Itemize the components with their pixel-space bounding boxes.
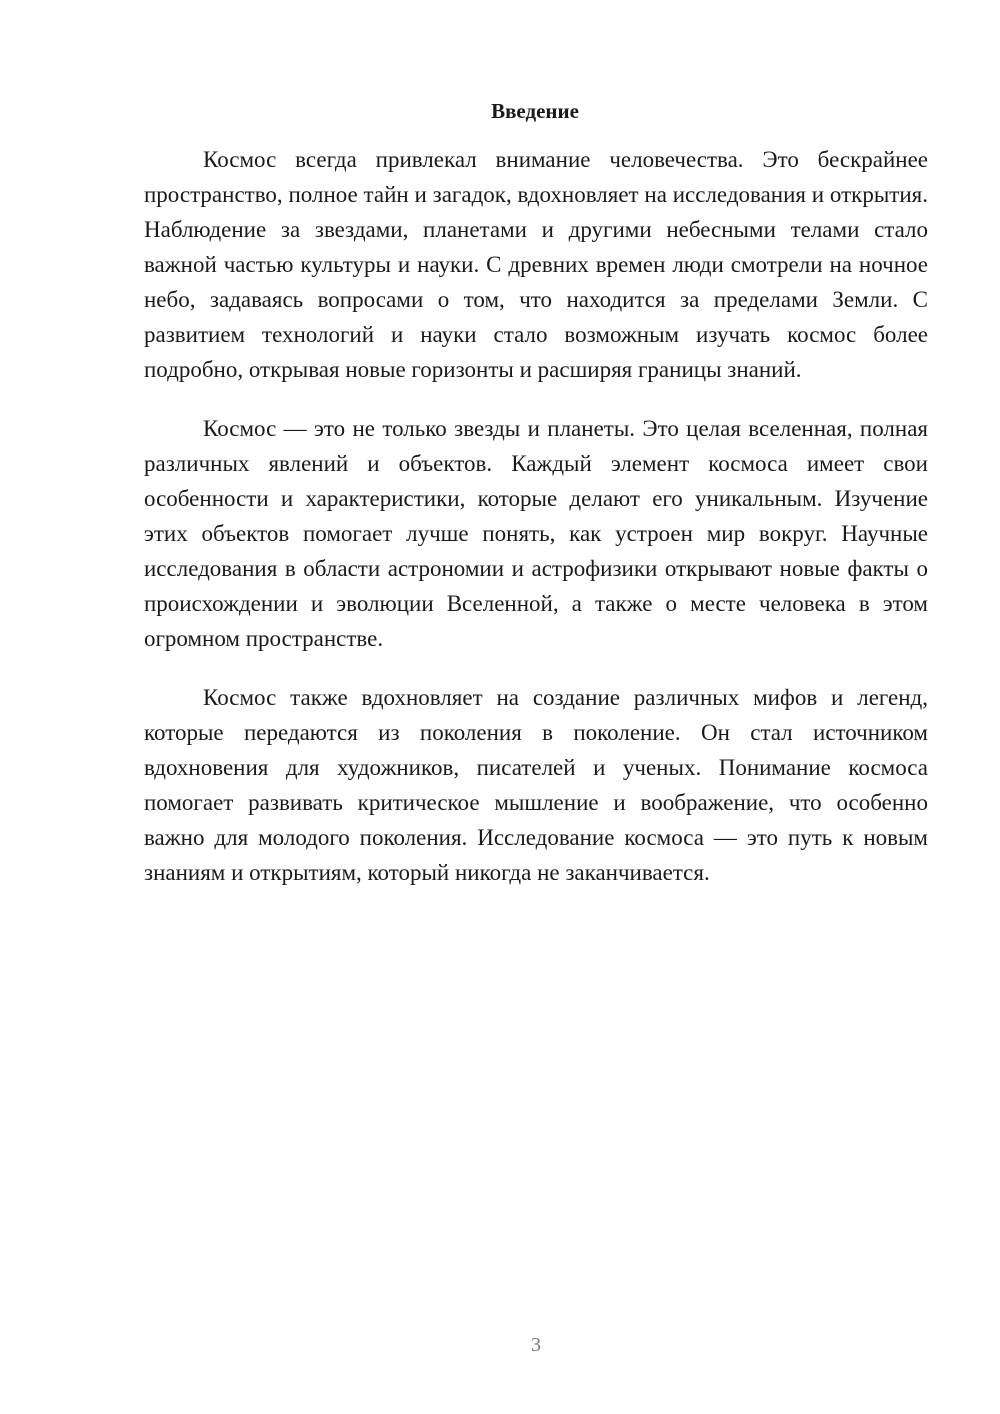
document-body <box>144 142 928 914</box>
paragraph-2: Космос — это не только звезды и планеты. Это целая вселенная, полная различных явлений и объектов. Каждый элемент космоса имеет свои особенности и характеристики, которые делают его уникальным. Изучение этих объектов помогает лучше понять, как устроен мир вокруг. Научные исследования в области астрономии и астрофизики открывают новые факты о происхождении и эволюции Вселенной, а также о месте человека в этом огромном пространстве. <box>144 416 928 651</box>
document-title: Введение <box>491 99 579 123</box>
paragraph-1: Космос всегда привлекал внимание человечества. Это бескрайнее пространство, полное тайн и загадок, вдохновляет на исследования и открытия. Наблюдение за звездами, планетами и другими небесными телами стало важной частью культуры и науки. С древних времен люди смотрели на ночное небо, задаваясь вопросами о том, что находится за пределами Земли. С развитием технологий и науки стало возможным изучать космос более подробно, открывая новые горизонты и расширяя границы знаний. <box>144 147 928 382</box>
paragraph-3: Космос также вдохновляет на создание различных мифов и легенд, которые передаются из поколения в поколение. Он стал источником вдохновения для художников, писателей и ученых. Понимание космоса помогает развивать критическое мышление и воображение, что особенно важно для молодого поколения. Исследование космоса — это путь к новым знаниям и открытиям, который никогда не заканчивается. <box>144 685 928 885</box>
page-number: 3 <box>531 1334 541 1356</box>
